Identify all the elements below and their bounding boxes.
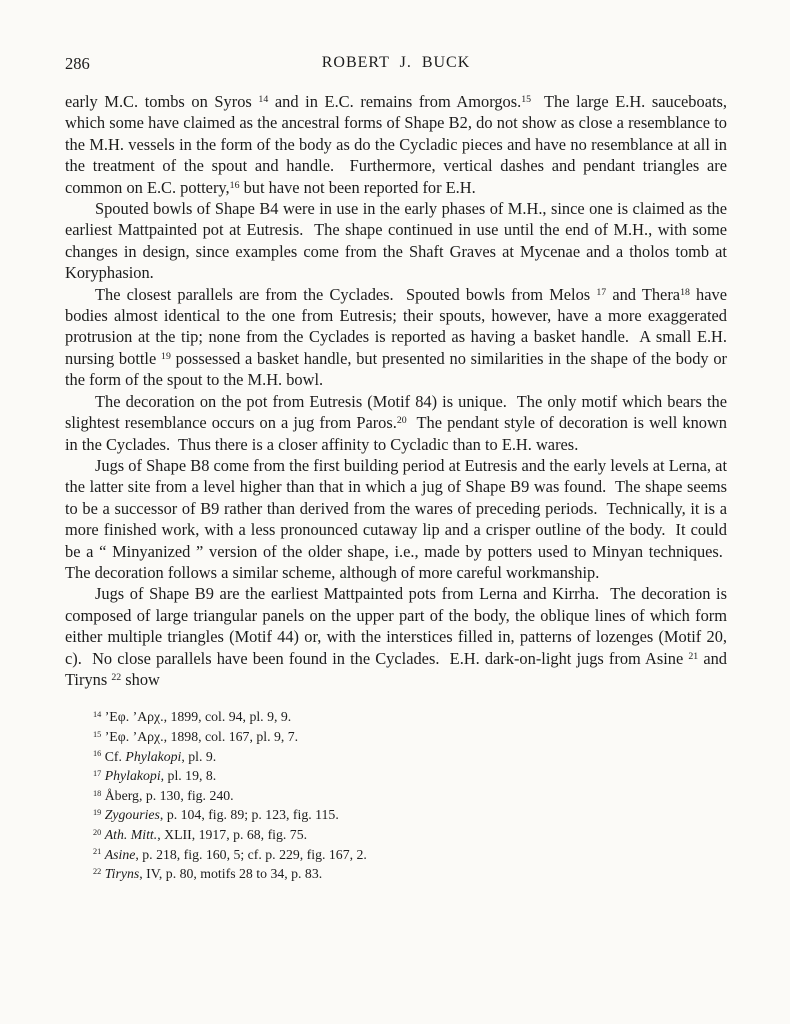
- article-body: [65, 91, 727, 690]
- paragraph: The closest parallels are from the Cyclades. Spouted bowls from Melos $^{17}$ and Thera$^{18}$ have bodies almost identical to the one from Eutresis; their spouts, however, have a more exaggerated protrusion at the tip; none from the Cyclades is reported as having a basket handle. A small E.H. nursing bottle $^{19}$ possessed a basket handle, but presented no similarities in the shape of the body or the form of the spout to the M.H. bowl.: [65, 284, 728, 390]
- footnotes-block: [65, 707, 727, 883]
- footnote: $^{17}$ Phylakopi, pl. 19, 8.: [93, 768, 217, 784]
- footnote: $^{22}$ Tiryns, IV, p. 80, motifs 28 to 34, p. 83.: [93, 866, 323, 882]
- footnote: $^{15}$ ’Εφ. ’Αρχ., 1898, col. 167, pl. 9, 7.: [93, 728, 299, 744]
- footnote: $^{14}$ ’Εφ. ’Αρχ., 1899, col. 94, pl. 9, 9.: [93, 709, 292, 725]
- page-header: [65, 54, 727, 76]
- paragraph: Spouted bowls of Shape B4 were in use in the early phases of M.H., since one is claimed as the earliest Mattpainted pot at Eutresis. The shape continued in use until the end of M.H., with some changes in design, since examples come from the Shaft Graves at Mycenae and a tholos tomb at Koryphasion.: [65, 199, 727, 283]
- running-head: ROBERT J. BUCK: [321, 54, 471, 71]
- paragraph: The decoration on the pot from Eutresis (Motif 84) is unique. The only motif which bears the slightest resemblance occurs on a jug from Paros.$^{20}$ The pendant style of decoration is well known in the Cyclades. Thus there is a closer affinity to Cycladic than to E.H. wares.: [65, 391, 727, 454]
- footnote: $^{16}$ Cf. Phylakopi, pl. 9.: [93, 748, 217, 764]
- paragraph: Jugs of Shape B9 are the earliest Mattpainted pots from Lerna and Kirrha. The decoration is composed of large triangular panels on the upper part of the body, the oblique lines of which form either multiple triangles (Motif 44) or, with the interstices filled in, patterns of lozenges (Motif 20, c). No close parallels have been found in the Cyclades. E.H. dark-on-light jugs from Asine $^{21}$ and Tiryns $^{22}$ show: [65, 584, 727, 689]
- footnote: $^{19}$ Zygouries, p. 104, fig. 89; p. 123, fig. 115.: [93, 807, 339, 823]
- footnote: $^{18}$ Åberg, p. 130, fig. 240.: [93, 787, 234, 803]
- paragraph: early M.C. tombs on Syros $^{14}$ and in E.C. remains from Amorgos.$^{15}$ The large E.H. sauceboats, which some have claimed as the ancestral forms of Shape B2, do not show as close a resemblance to the M.H. vessels in the form of the body as do the Cycladic pieces and have no resemblance at all in the treatment of the spout and handle. Furthermore, vertical dashes and pendant triangles are common on E.C. pottery,$^{16}$ but have not been reported for E.H.: [65, 92, 727, 197]
- paragraph: Jugs of Shape B8 come from the first building period at Eutresis and the early levels at Lerna, at the latter site from a level higher than that in which a jug of Shape B9 was found. The shape seems to be a successor of B9 rather than derived from the wares of preceding periods. Technically, it is a more finished work, with a less pronounced cutaway lip and a crisper outline of the body. It could be a “ Minyanized ” version of the older shape, i.e., made by potters used to Minyan techniques. The decoration follows a similar scheme, although of more careful workmanship.: [65, 455, 727, 582]
- footnote: $^{21}$ Asine, p. 218, fig. 160, 5; cf. p. 229, fig. 167, 2.: [93, 846, 367, 862]
- footnote: $^{20}$ Ath. Mitt., XLII, 1917, p. 68, fig. 75.: [93, 826, 308, 842]
- page-number: 286: [65, 54, 90, 73]
